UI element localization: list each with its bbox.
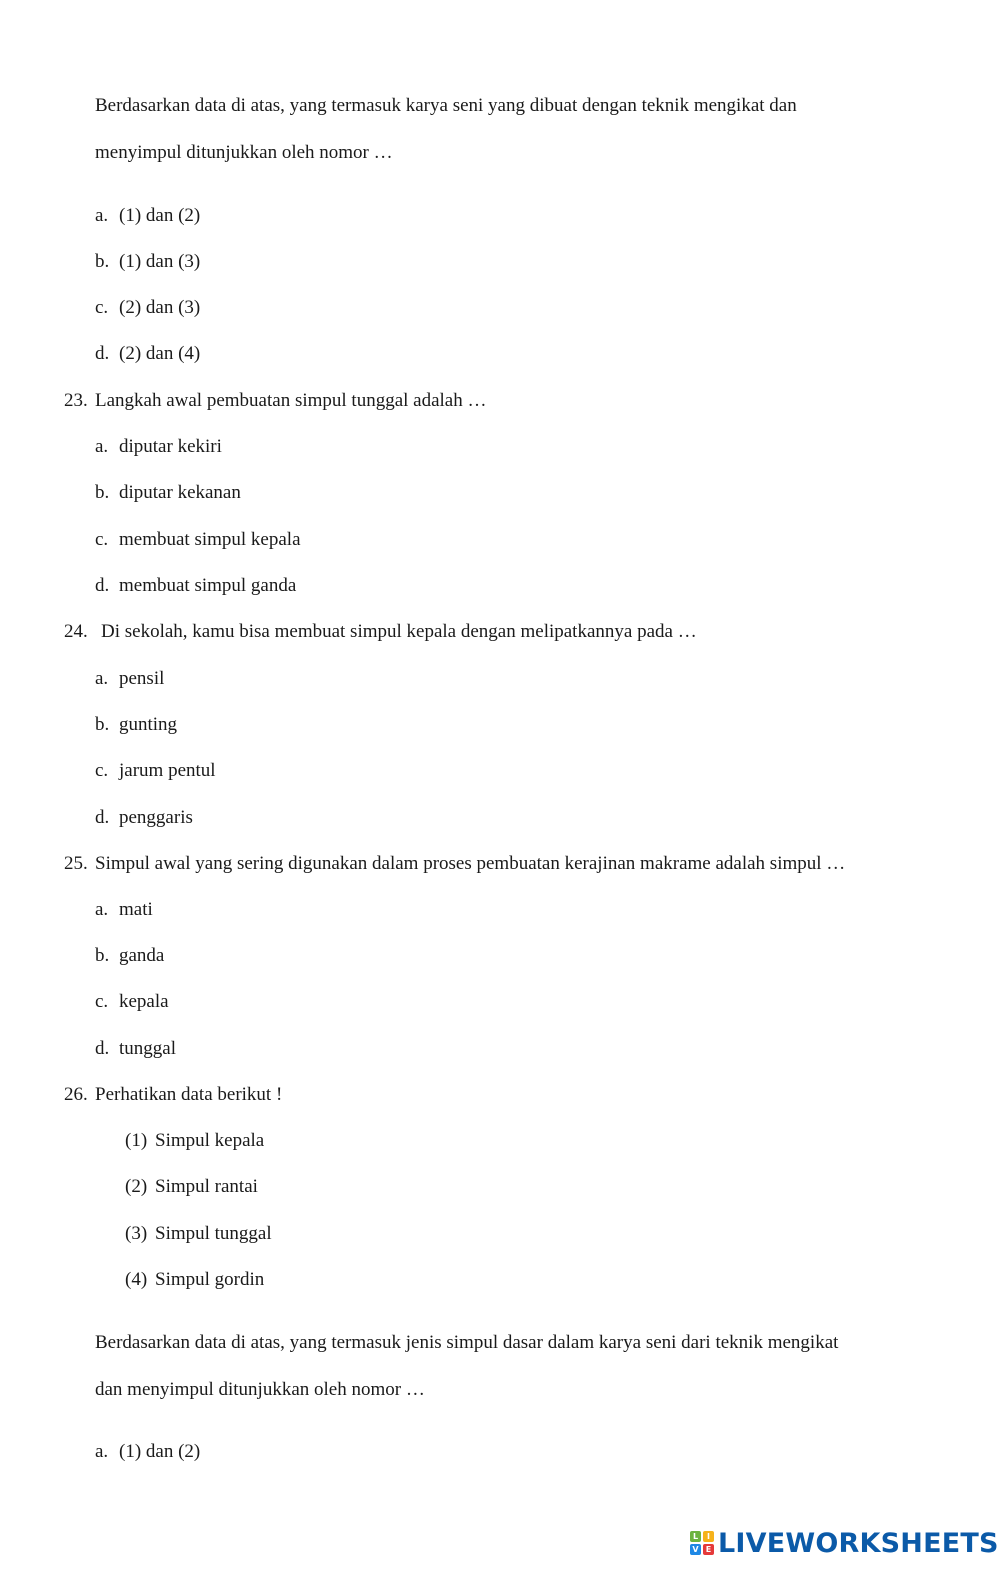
option-letter: a. [95, 436, 109, 457]
question-23 [64, 389, 487, 413]
question-text: Di sekolah, kamu bisa membuat simpul kepala dengan melipatkannya pada … [101, 621, 697, 642]
q25-option-c[interactable] [95, 990, 169, 1014]
option-text: jarum pentul [119, 760, 216, 781]
option-letter: d. [95, 575, 110, 596]
option-d[interactable] [95, 342, 200, 366]
data-item-text: Simpul tunggal [155, 1223, 272, 1244]
option-letter: b. [95, 482, 110, 503]
q23-option-a[interactable] [95, 435, 222, 459]
question-number: 23. [64, 390, 88, 411]
logo-mark-l: L [690, 1531, 701, 1542]
option-text: (2) dan (3) [119, 297, 201, 318]
q25-option-a[interactable] [95, 898, 153, 922]
intro-line-1: Berdasarkan data di atas, yang termasuk karya seni yang dibuat dengan teknik mengikat dan [95, 95, 797, 116]
q24-option-c[interactable] [95, 759, 216, 783]
q26-stem-line-2: dan menyimpul ditunjukkan oleh nomor … [95, 1379, 425, 1400]
option-letter: d. [95, 343, 110, 364]
data-item-number: (4) [125, 1269, 148, 1290]
q26-stem-line-1: Berdasarkan data di atas, yang termasuk jenis simpul dasar dalam karya seni dari teknik mengikat [95, 1332, 839, 1353]
option-text: gunting [119, 714, 178, 735]
data-item-text: Simpul gordin [155, 1269, 265, 1290]
q25-option-d[interactable] [95, 1037, 176, 1061]
option-text: pensil [119, 668, 165, 689]
q25-option-b[interactable] [95, 944, 164, 968]
logo-text: LIVEWORKSHEETS [718, 1527, 999, 1559]
q24-option-b[interactable] [95, 713, 177, 737]
data-item-text: Simpul kepala [155, 1130, 265, 1151]
option-letter: c. [95, 529, 109, 550]
data-item-number: (2) [125, 1176, 148, 1197]
logo-mark-v: V [690, 1544, 701, 1555]
logo-mark-icon [690, 1531, 714, 1555]
q23-option-d[interactable] [95, 574, 296, 598]
option-letter: a. [95, 899, 109, 920]
data-item-3 [125, 1222, 272, 1246]
data-item-text: Simpul rantai [155, 1176, 258, 1197]
q24-option-a[interactable] [95, 667, 164, 691]
question-text: Perhatikan data berikut ! [95, 1084, 283, 1105]
option-text: (2) dan (4) [119, 343, 201, 364]
logo-mark-e: E [703, 1544, 714, 1555]
question-number: 24. [64, 621, 88, 642]
logo-mark-i: I [703, 1531, 714, 1542]
option-letter: c. [95, 297, 109, 318]
option-text: (1) dan (2) [119, 205, 201, 226]
option-letter: d. [95, 1038, 110, 1059]
data-item-2 [125, 1175, 258, 1199]
data-item-number: (1) [125, 1130, 148, 1151]
option-letter: b. [95, 251, 110, 272]
question-number: 26. [64, 1084, 88, 1105]
option-letter: a. [95, 1441, 109, 1462]
option-text: membuat simpul ganda [119, 575, 297, 596]
option-text: (1) dan (2) [119, 1441, 201, 1462]
option-letter: b. [95, 945, 110, 966]
option-letter: a. [95, 668, 109, 689]
liveworksheets-logo [690, 1528, 999, 1558]
option-letter: a. [95, 205, 109, 226]
question-24 [64, 620, 697, 644]
option-b[interactable] [95, 250, 200, 274]
option-text: ganda [119, 945, 165, 966]
option-text: kepala [119, 991, 169, 1012]
option-a[interactable] [95, 204, 200, 228]
option-c[interactable] [95, 296, 200, 320]
option-letter: b. [95, 714, 110, 735]
data-item-4 [125, 1268, 264, 1292]
data-item-number: (3) [125, 1223, 148, 1244]
option-text: tunggal [119, 1038, 176, 1059]
question-number: 25. [64, 853, 88, 874]
q26-option-a[interactable] [95, 1440, 200, 1464]
option-letter: c. [95, 991, 109, 1012]
option-text: membuat simpul kepala [119, 529, 301, 550]
q23-option-b[interactable] [95, 481, 241, 505]
data-item-1 [125, 1129, 264, 1153]
question-text: Langkah awal pembuatan simpul tunggal adalah … [95, 390, 487, 411]
option-text: (1) dan (3) [119, 251, 201, 272]
option-text: diputar kekanan [119, 482, 241, 503]
question-text: Simpul awal yang sering digunakan dalam proses pembuatan kerajinan makrame adalah simpul … [95, 853, 846, 874]
option-letter: c. [95, 760, 109, 781]
option-text: diputar kekiri [119, 436, 222, 457]
option-letter: d. [95, 807, 110, 828]
option-text: mati [119, 899, 153, 920]
q24-option-d[interactable] [95, 806, 193, 830]
option-text: penggaris [119, 807, 193, 828]
q23-option-c[interactable] [95, 528, 301, 552]
intro-line-2: menyimpul ditunjukkan oleh nomor … [95, 142, 393, 163]
question-26 [64, 1083, 282, 1107]
question-25 [64, 852, 845, 876]
